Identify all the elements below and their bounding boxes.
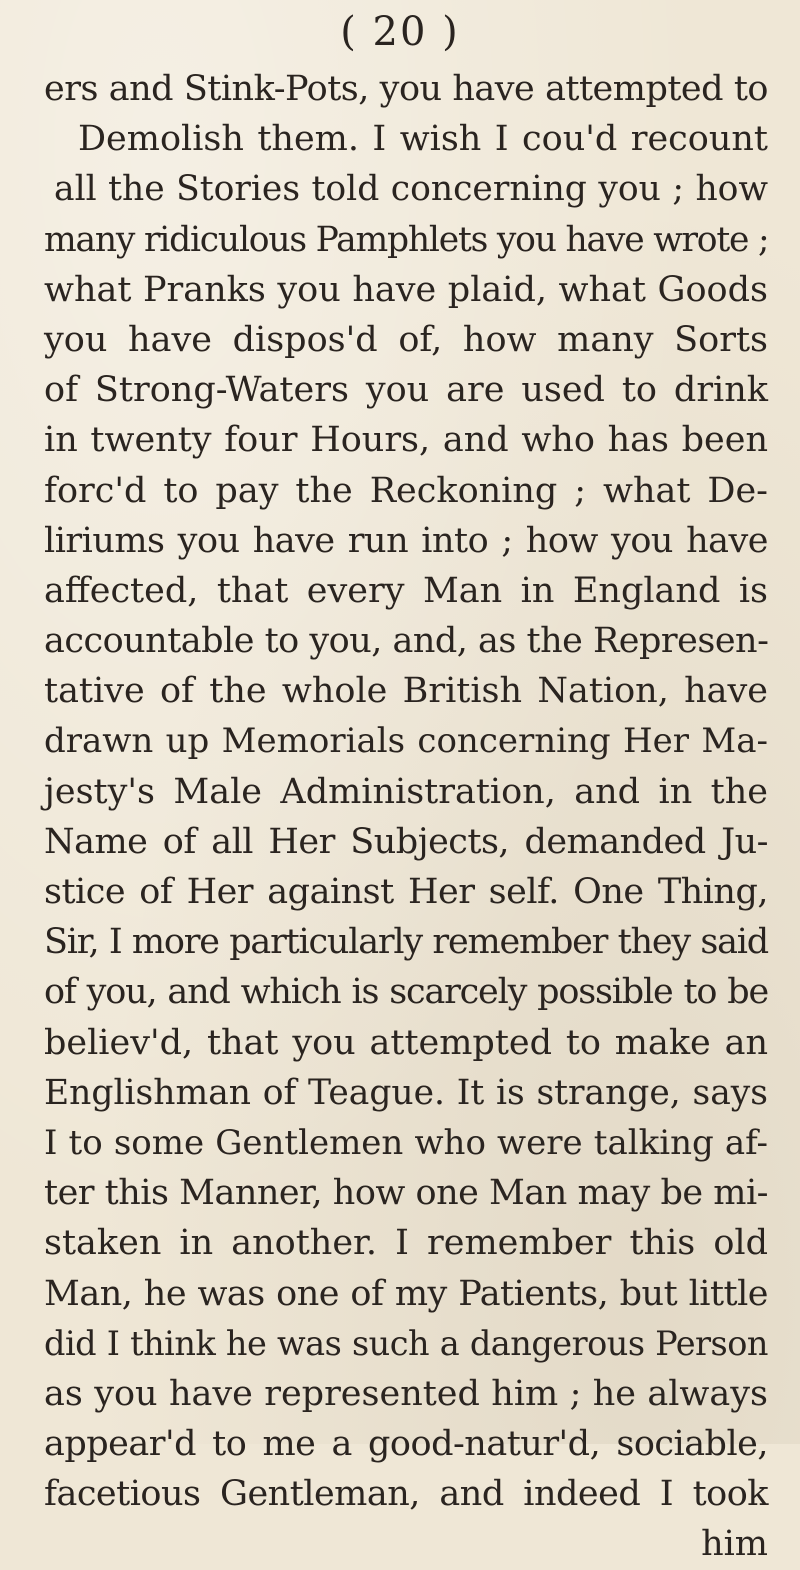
page-number: ( 20 ): [340, 9, 460, 55]
text-line: tative of the whole British Nation, have: [44, 671, 768, 712]
text-line: Name of all Her Subjects, demanded Ju-: [44, 821, 768, 862]
text-line: as you have represented him ; he always: [44, 1373, 768, 1414]
text-line: drawn up Memorials concerning Her Ma-: [44, 721, 768, 762]
text-line: Englishman of Teague. It is strange, says: [44, 1072, 768, 1113]
text-line: stice of Her against Her self. One Thing,: [44, 872, 768, 912]
text-line: what Pranks you have plaid, what Goods: [44, 269, 768, 310]
catchword: him: [701, 1524, 768, 1565]
text-line: in twenty four Hours, and who has been: [44, 420, 768, 461]
text-line: of Strong-Waters you are used to drink: [44, 370, 768, 411]
text-line: appear'd to me a good-natur'd, sociable,: [44, 1424, 768, 1465]
text-line: accountable to you, and, as the Represen-: [44, 621, 769, 662]
text-line: you have dispos'd of, how many Sorts: [44, 319, 768, 360]
text-line: did I think he was such a dangerous Person: [44, 1323, 768, 1363]
text-line: Sir, I more particularly remember they said: [44, 922, 768, 963]
text-line: I to some Gentlemen who were talking af-: [44, 1122, 768, 1163]
text-line: believ'd, that you attempted to make an: [44, 1022, 768, 1063]
text-line: facetious Gentleman, and indeed I took: [44, 1474, 768, 1515]
text-line: ers and Stink-Pots, you have attempted to: [44, 69, 768, 109]
text-line: Man, he was one of my Patients, but little: [44, 1273, 768, 1314]
text-line: staken in another. I remember this old: [44, 1223, 768, 1264]
text-line: ter this Manner, how one Man may be mi-: [44, 1173, 768, 1214]
text-line: forc'd to pay the Reckoning ; what De-: [44, 470, 768, 511]
body-text: [44, 64, 768, 1570]
text-line: Demolish them. I wish I cou'd recount: [78, 119, 768, 160]
text-line: of you, and which is scarcely possible to be: [44, 972, 768, 1013]
text-line: affected, that every Man in England is: [44, 570, 768, 611]
text-line: many ridiculous Pamphlets you have wrote ;: [44, 219, 769, 260]
text-line: all the Stories told concerning you ; how: [54, 169, 768, 210]
text-line: liriums you have run into ; how you have: [44, 520, 768, 561]
text-line: jesty's Male Administration, and in the: [44, 771, 768, 812]
